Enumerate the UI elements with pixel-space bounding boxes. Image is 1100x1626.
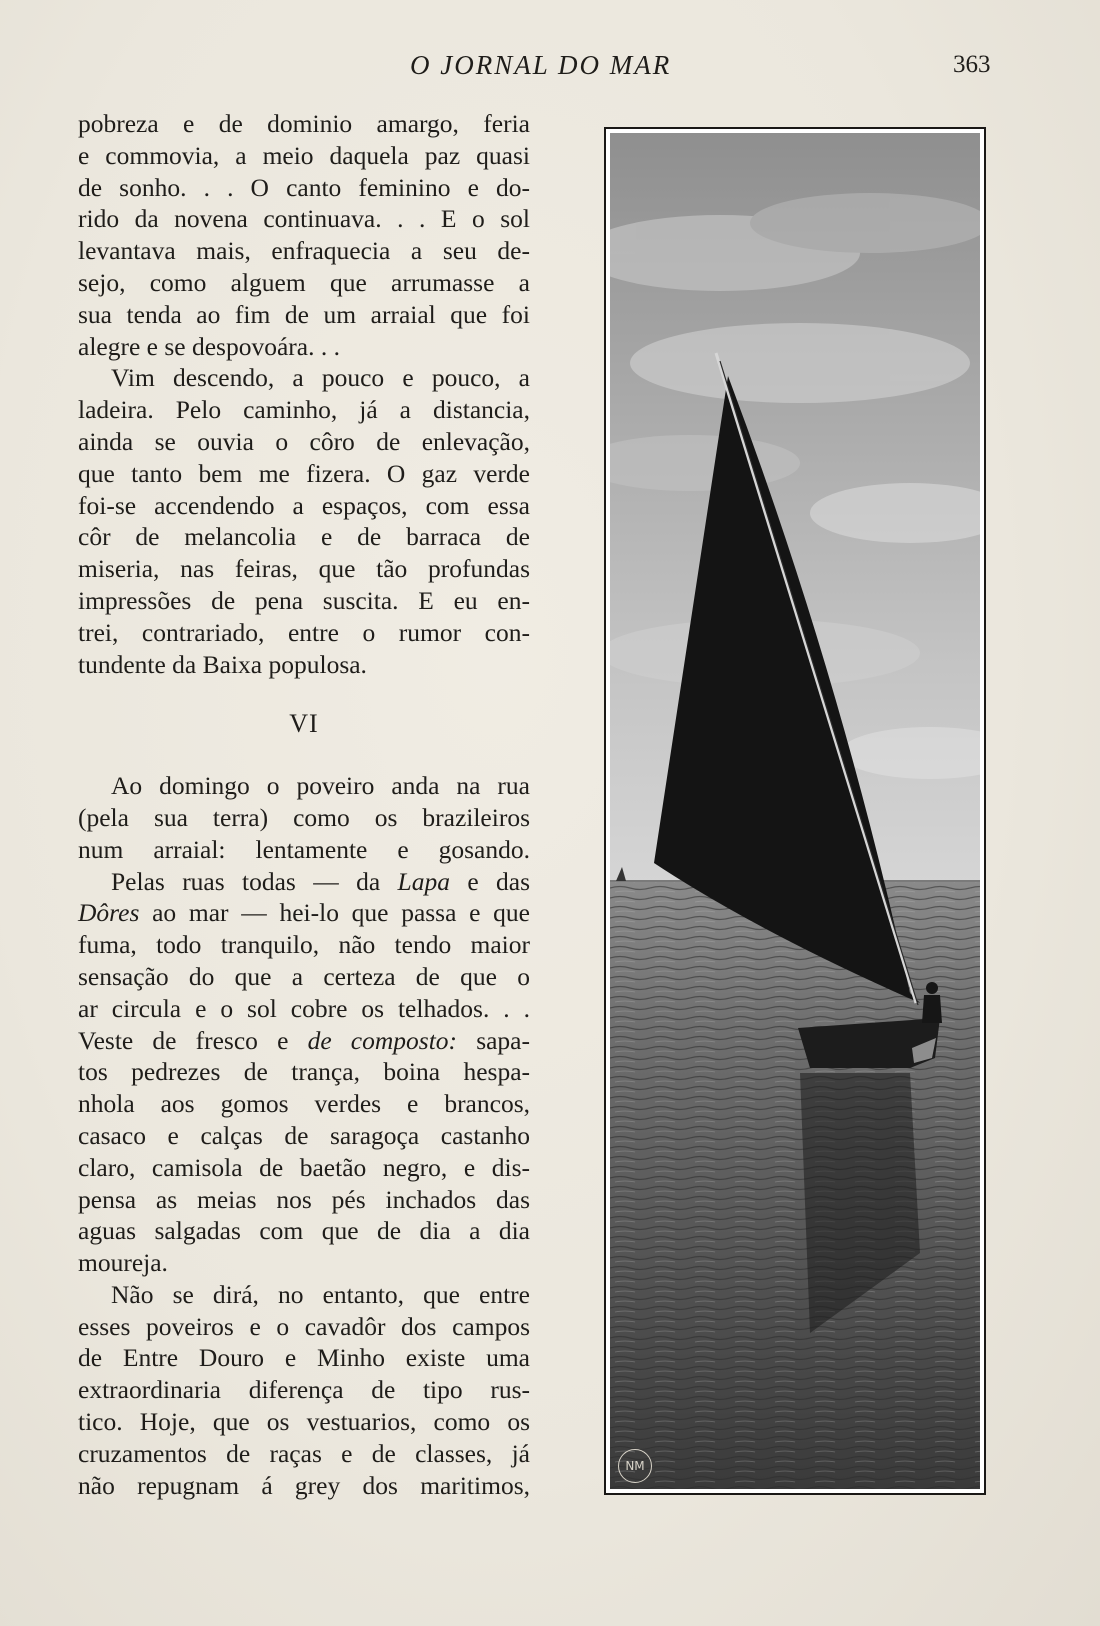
sea-ripples bbox=[610, 881, 980, 1489]
text-line: fuma, todo tranquilo, não tendo maior bbox=[78, 930, 530, 960]
text-line: e commovia, a meio daquela paz quasi bbox=[78, 140, 530, 170]
text-line: aguas salgadas com que de dia a dia bbox=[78, 1216, 530, 1246]
sailor-body bbox=[922, 995, 942, 1023]
text-line: sejo, como alguem que arrumasse a bbox=[78, 267, 530, 297]
text-line: de Entre Douro e Minho existe uma bbox=[78, 1343, 530, 1373]
text-line: de sonho. . . O canto feminino e do- bbox=[78, 172, 530, 202]
paragraph-1 bbox=[78, 108, 530, 362]
text-line: tos pedrezes de trança, boina hespa- bbox=[78, 1057, 530, 1087]
text-line: tundente da Baixa populosa. bbox=[78, 649, 367, 679]
text-line: miseria, nas feiras, que tão profundas bbox=[78, 554, 530, 584]
text-run: ao mar — hei-lo que passa e que bbox=[139, 898, 530, 928]
text-line: alegre e se despovoára. . . bbox=[78, 331, 340, 361]
text-line: num arraial: lentamente e gosando. bbox=[78, 834, 530, 864]
text-line: Não se dirá, no entanto, que entre bbox=[111, 1279, 530, 1309]
italic-place-name: Dôres bbox=[78, 898, 140, 928]
text-line: pobreza e de dominio amargo, feria bbox=[78, 109, 530, 138]
text-line: trei, contrariado, entre o rumor con- bbox=[78, 617, 530, 647]
text-line: rido da novena continuava. . . E o sol bbox=[78, 204, 530, 234]
text-line: tico. Hoje, que os vestuarios, como os bbox=[78, 1407, 530, 1437]
text-line: (pela sua terra) como os brazileiros bbox=[78, 802, 530, 832]
text-line: ladeira. Pelo caminho, já a distancia, bbox=[78, 395, 530, 425]
text-line: sua tenda ao fim de um arraial que foi bbox=[78, 299, 530, 329]
text-line: Ao domingo o poveiro anda na rua bbox=[111, 771, 530, 801]
text-line: levantava mais, enfraquecia a seu de- bbox=[78, 236, 530, 266]
text-line: impressões de pena suscita. E eu en- bbox=[78, 585, 530, 615]
italic-phrase: de composto: bbox=[307, 1025, 458, 1055]
page-number: 363 bbox=[953, 51, 991, 78]
text-run: Veste de fresco e bbox=[78, 1025, 308, 1055]
journal-title: O JORNAL DO MAR bbox=[410, 50, 672, 80]
text-line: não repugnam á grey dos maritimos, bbox=[78, 1470, 530, 1500]
text-line bbox=[78, 1025, 530, 1057]
text-line: moureja. bbox=[78, 1248, 168, 1278]
text-line: claro, camisola de baetão negro, e dis- bbox=[78, 1152, 530, 1182]
text-line: que tanto bem me fizera. O gaz verde bbox=[78, 458, 530, 488]
text-line: pensa as meias nos pés inchados das bbox=[78, 1184, 530, 1214]
text-line: côr de melancolia e de barraca de bbox=[78, 522, 530, 552]
text-line bbox=[78, 897, 530, 929]
text-line: casaco e calças de saragoça castanho bbox=[78, 1120, 530, 1150]
text-line: extraordinaria diferença de tipo rus- bbox=[78, 1375, 530, 1405]
sailor-head bbox=[926, 982, 938, 994]
paragraph-2 bbox=[78, 362, 530, 680]
text-line: ainda se ouvia o côro de enlevação, bbox=[78, 426, 530, 456]
text-line: sensação do que a certeza de que o bbox=[78, 961, 530, 991]
section-heading: VI bbox=[289, 709, 319, 739]
text-line: esses poveiros e o cavadôr dos campos bbox=[78, 1311, 530, 1341]
text-line bbox=[78, 866, 530, 898]
paragraph-3 bbox=[78, 770, 530, 865]
text-run: e das bbox=[449, 866, 530, 896]
text-line: cruzamentos de raças e de classes, já bbox=[78, 1438, 530, 1468]
text-line: foi-se accendendo a espaços, com essa bbox=[78, 490, 530, 520]
text-line: Vim descendo, a pouco e pouco, a bbox=[111, 363, 530, 393]
text-run: sapa- bbox=[457, 1025, 530, 1055]
text-run: Pelas ruas todas — da bbox=[111, 866, 398, 896]
text-line: ar circula e o sol cobre os telhados. . . bbox=[78, 993, 530, 1023]
photographer-monogram: NM bbox=[618, 1449, 652, 1483]
italic-place-name: Lapa bbox=[397, 866, 450, 896]
running-head bbox=[0, 50, 1100, 86]
sailboat-photograph bbox=[604, 127, 986, 1495]
paragraph-4 bbox=[78, 866, 530, 1279]
paragraph-5 bbox=[78, 1279, 530, 1502]
text-line: nhola aos gomos verdes e brancos, bbox=[78, 1089, 530, 1119]
text-column bbox=[78, 108, 530, 1501]
sailboat-scene bbox=[610, 133, 980, 1489]
